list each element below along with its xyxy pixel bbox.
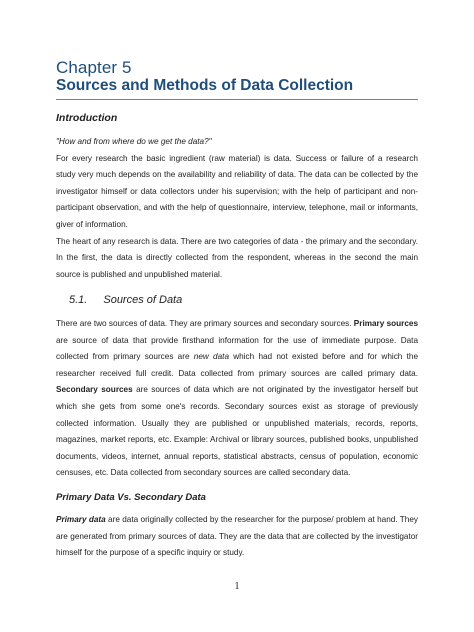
primary-data-paragraph xyxy=(56,512,418,562)
title-underline xyxy=(56,99,418,100)
term-primary-data: Primary data xyxy=(56,515,106,524)
primary-vs-secondary-heading: Primary Data Vs. Secondary Data xyxy=(56,492,206,503)
text-run: are data originally collected by the researcher for the purpose/ problem at hand. They are generated from primary sources of data. They are the data that are collected by the investigator himself for the purpose of a specific inquiry or study. xyxy=(56,515,418,558)
term-new-data: new data xyxy=(193,352,229,362)
section-5-1-heading xyxy=(69,294,182,306)
text-run: which had not existed before and for which the researcher received full credit. Data collected from primary sources are called primary data. xyxy=(56,352,418,378)
introduction-body xyxy=(56,134,418,283)
term-secondary-sources: Secondary sources xyxy=(56,385,133,395)
chapter-label: Chapter 5 xyxy=(56,58,132,77)
intro-paragraph-2: The heart of any research is data. There are two categories of data - the primary and the secondary. In the first, the data is directly collected from the respondent, whereas in the second the main source is published and unpublished material. xyxy=(56,236,418,279)
text-run: There are two sources of data. They are primary sources and secondary sources. xyxy=(56,319,354,328)
intro-paragraph-1: For every research the basic ingredient (raw material) is data. Success or failure of a research study very much depends on the availability and reliability of data. The data can be collected by the investigator himself or data collectors under his supervision; with the help of participant and non-participant observation, and with the help of questionnaire, interview, telephone, mail or informants, giver of information. xyxy=(56,153,418,229)
term-primary-sources: Primary sources xyxy=(353,319,418,328)
sources-of-data-paragraph xyxy=(56,316,418,482)
page-number: 1 xyxy=(234,581,240,592)
section-title: Sources of Data xyxy=(103,294,183,306)
text-run: are source of data that provide firsthand information for the use of immediate purpose. Data collected from primary sources are xyxy=(56,335,418,362)
intro-quote: "How and from where do we get the data?" xyxy=(56,137,212,146)
introduction-heading: Introduction xyxy=(56,112,118,124)
chapter-title: Sources and Methods of Data Collection xyxy=(56,77,354,94)
text-run: are sources of data which are not originated by the investigator herself but which she gets from some one's records. Secondary sources exist as storage of previously collected information. Usually they are published or unpublished materials, records, reports, magazines, market reports, etc. Example: Archival or library sources, published books, unpublished documents, videos, internet, annual reports, statistical abstracts, census of population, economic censuses, etc. Data collected from secondary sources are called secondary data. xyxy=(56,385,418,478)
section-number: 5.1. xyxy=(69,294,88,306)
